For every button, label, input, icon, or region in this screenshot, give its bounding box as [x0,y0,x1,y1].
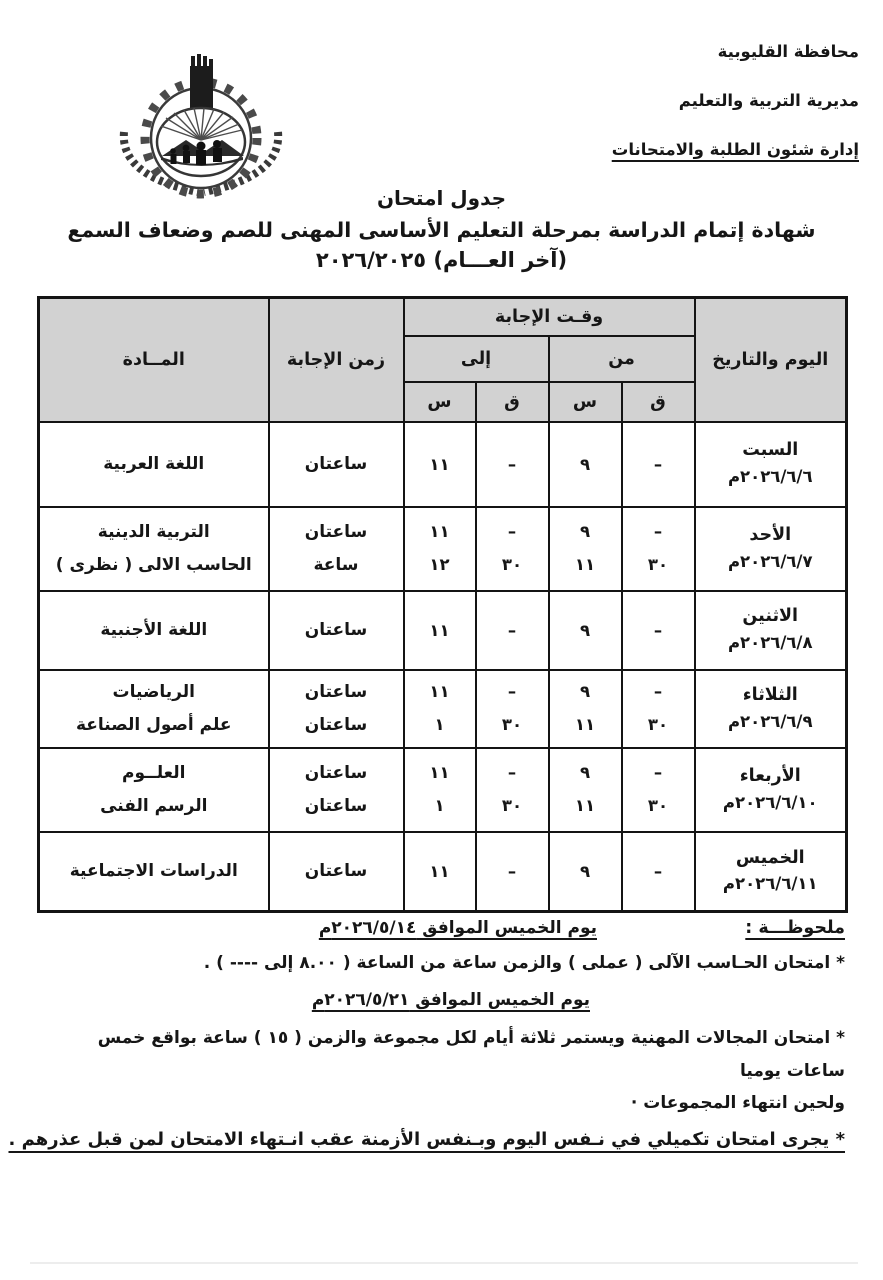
cell-duration: ساعتان [269,591,404,670]
note-header-row [40,916,845,953]
cell-line: ٣٠ [647,555,669,574]
note-label: ملحوظـــة : [745,918,845,938]
cell-from-hours: ٩ [549,422,622,507]
exam-schedule-table [37,296,848,913]
cell-to-hours: ١١ [404,422,476,507]
day-name: السبت [742,440,799,461]
col-header-duration: زمن الإجابة [269,298,404,422]
scan-artifact-line [30,1262,858,1264]
table-row-saturday [39,422,847,507]
cell-line: – [653,763,663,783]
cell-line: ٣٠ [501,555,523,574]
col-header-to-hours: س [404,382,476,422]
day-name: الثلاثاء [742,684,798,705]
cell-line: ٣٠ [501,796,523,815]
cell-to-minutes: – [476,832,549,912]
title-line-certificate: شهادة إتمام الدراسة بمرحلة التعليم الأساسى المهنى للصم وضعاف السمع [67,218,816,242]
cell-line: ١١ [429,522,450,542]
cell-day-date [695,748,847,832]
note-date-row-2 [40,988,845,1022]
letterhead [612,42,859,189]
cell-line: – [507,522,517,542]
cell-line: ١ [434,796,445,815]
cell-line: ساعتان [304,521,368,542]
cell-line: – [507,682,517,702]
cell-to-minutes [476,507,549,591]
cell-to-minutes: – [476,422,549,507]
notes-section [8,916,845,1151]
cell-line: ١٢ [429,555,450,574]
day-name: الأربعاء [739,765,801,786]
cell-line: ٣٠ [647,796,669,815]
cell-day-date [695,670,847,748]
table-header [39,298,847,422]
cell-subject: الدراسات الاجتماعية [39,832,269,912]
cell-line: ساعتان [304,681,368,702]
cell-from-minutes [622,748,695,832]
cell-from-minutes: – [622,832,695,912]
title-line-academic-year: (آخر العـــام) ٢٠٢٦/٢٠٢٥ [315,248,568,272]
cell-to-minutes [476,670,549,748]
cell-line: ١ [434,715,445,734]
col-header-to-minutes: ق [476,382,549,422]
cell-duration [269,748,404,832]
administration-name: إدارة شئون الطلبة والامتحانات [611,140,859,159]
cell-line: ٣٠ [647,715,669,734]
cell-line: العلــوم [122,762,186,783]
day-date: ٢٠٢٦/٦/٧م [727,551,813,571]
cell-from-hours: ٩ [549,832,622,912]
document-title [0,186,883,272]
note-makeup-exam: * يجرى امتحان تكميلي في نـفس اليوم وبـنفس الأزمنة عقب انـتهاء الامتحان لمن قبل عذرهم . [8,1129,845,1151]
cell-line: الرياضيات [112,681,195,702]
col-header-answer-time: وقـت الإجابة [404,298,695,336]
cell-from-minutes [622,670,695,748]
cell-to-hours [404,670,476,748]
col-header-subject: المــادة [39,298,269,422]
cell-line: علم أصول الصناعة [75,715,232,735]
cell-line: ٩ [579,522,591,542]
cell-line: – [653,522,663,542]
cell-from-hours [549,748,622,832]
cell-line: ١١ [574,796,596,815]
table-row-tuesday [39,670,847,748]
day-name: الاثنين [742,606,799,627]
cell-line: – [653,682,663,702]
col-header-from-minutes: ق [622,382,695,422]
table-row-sunday [39,507,847,591]
cell-line: ساعتان [304,715,368,735]
cell-to-minutes: – [476,591,549,670]
cell-line: ٩ [579,763,591,783]
cell-line: – [507,763,517,783]
table-row-wednesday [39,748,847,832]
day-date: ٢٠٢٦/٦/٦م [727,467,813,487]
cell-line: التربية الدينية [97,521,210,542]
note-date-2: يوم الخميس الموافق ٢٠٢٦/٥/٢١م [311,990,590,1011]
day-date: ٢٠٢٦/٦/٨م [727,633,813,653]
cell-line: ساعة [313,555,359,575]
cell-subject [39,507,269,591]
cell-day-date [695,507,847,591]
note-vocational-line-1: * امتحان المجالات المهنية ويستمر ثلاثة أيام لكل مجموعة والزمن ( ١٥ ) ساعة بواقع خمس ساعات يوميا [97,1028,845,1081]
note-vocational-line-2: ولحين انتهاء المجموعات · [630,1092,845,1113]
title-line-exam-schedule: جدول امتحان [376,186,507,210]
cell-line: ساعتان [304,762,368,783]
governorate-name: محافظة القليوبية [717,42,859,61]
note-date-1: يوم الخميس الموافق ٢٠٢٦/٥/١٤م [318,918,597,938]
day-date: ٢٠٢٦/٦/١٠م [722,792,818,812]
cell-from-minutes: – [622,591,695,670]
note-vocational-exam [40,1022,845,1119]
directorate-name: مديرية التربية والتعليم [678,91,859,110]
cell-day-date [695,591,847,670]
cell-duration: ساعتان [269,832,404,912]
cell-line: ٩ [579,682,591,702]
table-row-thursday [39,832,847,912]
cell-from-hours: ٩ [549,591,622,670]
cell-day-date [695,832,847,912]
cell-line: ١١ [574,555,596,574]
day-name: الأحد [749,524,792,545]
cell-to-hours [404,507,476,591]
day-name: الخميس [735,847,805,868]
day-date: ٢٠٢٦/٦/٩م [727,711,813,731]
cell-from-hours [549,670,622,748]
col-header-from-hours: س [549,382,622,422]
col-header-to: إلى [404,336,549,382]
cell-subject: اللغة العربية [39,422,269,507]
cell-line: ٣٠ [501,715,523,734]
note-computer-exam: * امتحان الحـاسب الآلى ( عملى ) والزمن ساعة من الساعة ( ٨.٠٠ إلى ---- ) . [203,953,845,973]
cell-line: ١١ [429,763,450,783]
cell-duration [269,670,404,748]
cell-day-date [695,422,847,507]
cell-subject: اللغة الأجنبية [39,591,269,670]
cell-line: الحاسب الالى ( نظرى ) [55,555,252,575]
cell-to-hours [404,748,476,832]
education-ministry-emblem-icon [106,54,296,199]
cell-subject [39,748,269,832]
cell-line: ١١ [574,715,596,734]
cell-line: الرسم الفنى [100,796,208,816]
col-header-day-date: اليوم والتاريخ [695,298,847,422]
cell-subject [39,670,269,748]
cell-from-hours [549,507,622,591]
cell-from-minutes: – [622,422,695,507]
cell-line: ساعتان [304,796,368,816]
cell-duration: ساعتان [269,422,404,507]
cell-to-minutes [476,748,549,832]
cell-duration [269,507,404,591]
day-date: ٢٠٢٦/٦/١١م [722,874,818,894]
cell-from-minutes [622,507,695,591]
table-row-monday [39,591,847,670]
cell-line: ١١ [429,682,450,702]
cell-to-hours: ١١ [404,591,476,670]
cell-to-hours: ١١ [404,832,476,912]
col-header-from: من [549,336,695,382]
